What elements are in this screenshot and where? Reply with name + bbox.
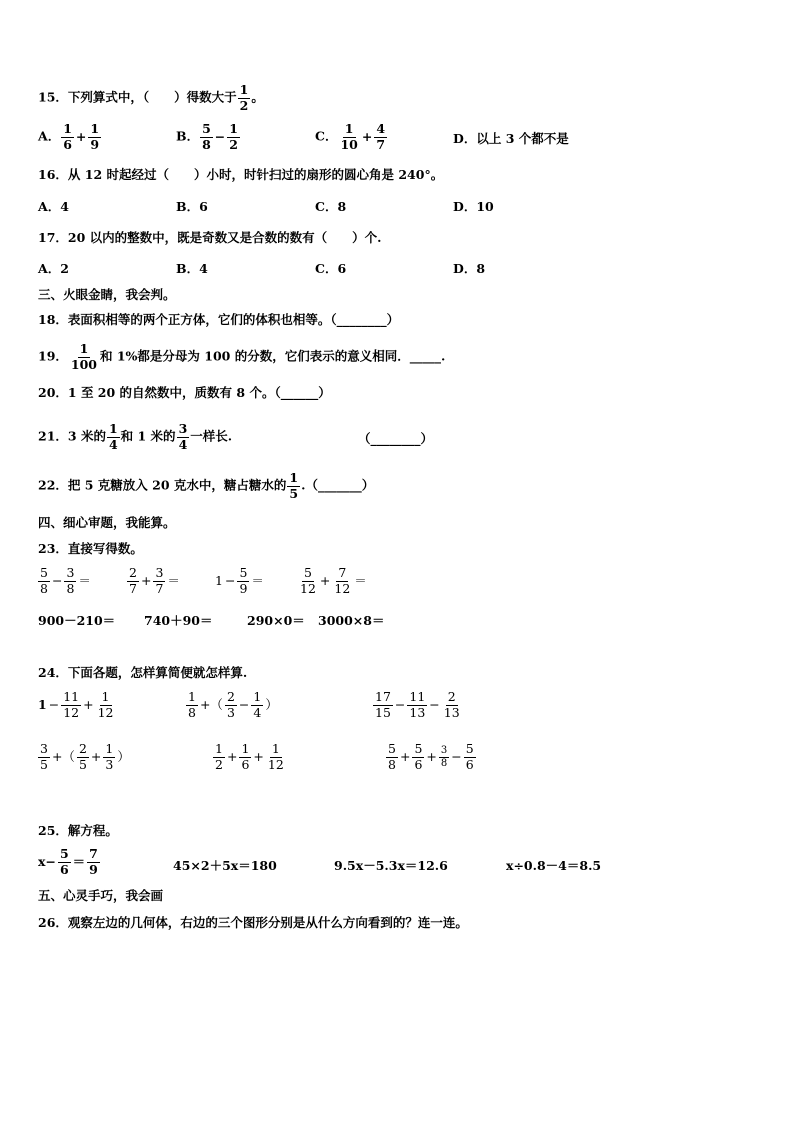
q24-expr-3: $\frac{17}{15}$ − $\frac{11}{13}$ − $\frac{2}{13}$ [375,689,460,720]
q23-expr-3: 1 − $\frac{5}{9}$ ＝ [215,565,264,596]
q25-equation-2: 45×2＋5x＝180 [173,858,277,873]
q15-option-c: C． $\frac{1}{10}$ + $\frac{4}{7}$ [315,121,386,152]
q16-option-d: D．10 [453,199,494,214]
fraction: $\frac{11}{12}$ [63,689,80,720]
q18-text: 18．表面积相等的两个正方体，它们的体积也相等。（________） [38,312,400,327]
fraction: $\frac{1}{2}$ [215,741,223,772]
fraction: $\frac{5}{12}$ [300,565,316,596]
fraction: $\frac{1}{9}$ [90,121,100,152]
fraction: $\frac{2}{7}$ [129,565,137,596]
fraction: $\frac{2}{5}$ [78,741,87,772]
q17-stem: 17．20 以内的整数中，既是奇数又是合数的数有（ ）个. [38,230,382,245]
q15-option-d: D．以上 3 个都不是 [453,131,569,146]
fraction: $\frac{3}{8}$ [66,565,75,596]
fraction: $\frac{1}{2}$ [229,121,238,152]
q17-option-a: A．2 [38,261,69,276]
fraction: $\frac{11}{13}$ [409,689,426,720]
fraction: $\frac{1}{5}$ [289,470,299,501]
q24-expr-4: $\frac{3}{5}$ +（ $\frac{2}{5}$ + $\frac{1}{3}$ ） [40,741,130,772]
fraction: $\frac{1}{12}$ [267,741,284,772]
fraction: $\frac{5}{6}$ [465,741,474,772]
q23-stem: 23．直接写得数。 [38,541,143,556]
fraction: $\frac{2}{3}$ [226,689,235,720]
q25-equation-3: 9.5x－5.3x＝12.6 [334,858,448,873]
fraction: $\frac{1}{10}$ [340,121,358,152]
q24-expr-6: $\frac{5}{8}$ + $\frac{5}{6}$ + $\frac{3}{8}$ − $\frac{5}{6}$ [388,741,474,772]
q24-expr-2: $\frac{1}{8}$ +（ $\frac{2}{3}$ − $\frac{1}{4}$ ） [188,689,278,720]
q20-text: 20．1 至 20 的自然数中，质数有 8 个。（______） [38,385,331,400]
fraction: $\frac{2}{13}$ [443,689,460,720]
q23-expr-4: $\frac{5}{12}$ + $\frac{7}{12}$ ＝ [300,565,367,596]
q17-option-b: B．4 [176,261,208,276]
q15-option-a: A． $\frac{1}{6}$ + $\frac{1}{9}$ [38,121,100,152]
q15-stem-text: 15．下列算式中，（ ）得数大于 [38,89,237,105]
q24-expr-5: $\frac{1}{2}$ + $\frac{1}{6}$ + $\frac{1}{12}$ [215,741,284,772]
fraction: $\frac{5}{6}$ [414,741,423,772]
q23-expr-2: $\frac{2}{7}$ + $\frac{3}{7}$ ＝ [129,565,180,596]
q25-equation-4: x÷0.8－4＝8.5 [506,858,602,873]
q21-answer-blank: （________） [358,431,434,446]
q21-text: 21．3 米的 $\frac{1}{4}$ 和 1 米的 $\frac{3}{4}$ 一样长. [38,421,233,452]
fraction: $\frac{1}{6}$ [241,741,250,772]
q23-calc-4: 3000×8＝ [318,613,385,628]
fraction: $\frac{3}{7}$ [155,565,164,596]
fraction: $\frac{3}{8}$ [440,744,448,769]
q22-text: 22．把 5 克糖放入 20 克水中，糖占糖水的 $\frac{1}{5}$ .（_______） [38,470,375,501]
fraction: $\frac{5}{8}$ [202,121,211,152]
q17-option-d: D．8 [453,261,486,276]
q16-option-c: C．8 [315,199,347,214]
fraction: $\frac{1}{6}$ [63,121,72,152]
section-5-heading: 五、心灵手巧，我会画 [38,888,164,903]
fraction: $\frac{5}{9}$ [239,565,248,596]
q26-text: 26．观察左边的几何体，右边的三个图形分别是从什么方向看到的？连一连。 [38,915,468,930]
fraction: $\frac{1}{3}$ [105,741,114,772]
q16-option-a: A．4 [38,199,69,214]
fraction: $\frac{1}{4}$ [253,689,262,720]
q19-text: 19． $\frac{1}{100}$ 和 1%都是分母为 100 的分数，它们表示的意义相同．_____. [38,341,446,372]
fraction: $\frac{7}{9}$ [89,846,98,877]
q23-calc-2: 740＋90＝ [144,613,213,628]
fraction: $\frac{5}{8}$ [388,741,396,772]
q16-option-b: B．6 [176,199,208,214]
section-4-heading: 四、细心审题，我能算。 [38,515,176,530]
q16-stem: 16．从 12 时起经过（ ）小时，时针扫过的扇形的圆心角是 240°。 [38,167,444,182]
q25-stem: 25．解方程。 [38,823,118,838]
fraction: $\frac{1}{4}$ [108,421,118,452]
fraction: $\frac{1}{2}$ [239,82,249,113]
q15-stem: 15．下列算式中，（ ）得数大于 $\frac{1}{2}$ 。 [38,82,264,113]
q25-equation-1: x− $\frac{5}{6}$ ＝ $\frac{7}{9}$ [38,846,98,877]
q23-calc-1: 900－210＝ [38,613,116,628]
fraction: $\frac{7}{12}$ [334,565,351,596]
fraction: $\frac{4}{7}$ [376,121,386,152]
q24-expr-1: 1 − $\frac{11}{12}$ + $\frac{1}{12}$ [38,689,114,720]
q23-calc-3: 290×0＝ [247,613,305,628]
section-3-heading: 三、火眼金睛，我会判。 [38,287,176,302]
fraction: $\frac{5}{8}$ [40,565,48,596]
fraction: $\frac{17}{15}$ [375,689,391,720]
q15-option-b: B． $\frac{5}{8}$ − $\frac{1}{2}$ [176,121,238,152]
fraction: $\frac{1}{12}$ [97,689,114,720]
fraction: $\frac{3}{4}$ [178,421,188,452]
q24-stem: 24．下面各题，怎样算简便就怎样算. [38,665,248,680]
q23-expr-1: $\frac{5}{8}$ − $\frac{3}{8}$ ＝ [40,565,91,596]
fraction: $\frac{3}{5}$ [40,741,48,772]
fraction: $\frac{1}{8}$ [188,689,196,720]
q17-option-c: C．6 [315,261,347,276]
fraction: $\frac{1}{100}$ [70,341,97,372]
fraction: $\frac{5}{6}$ [59,846,69,877]
